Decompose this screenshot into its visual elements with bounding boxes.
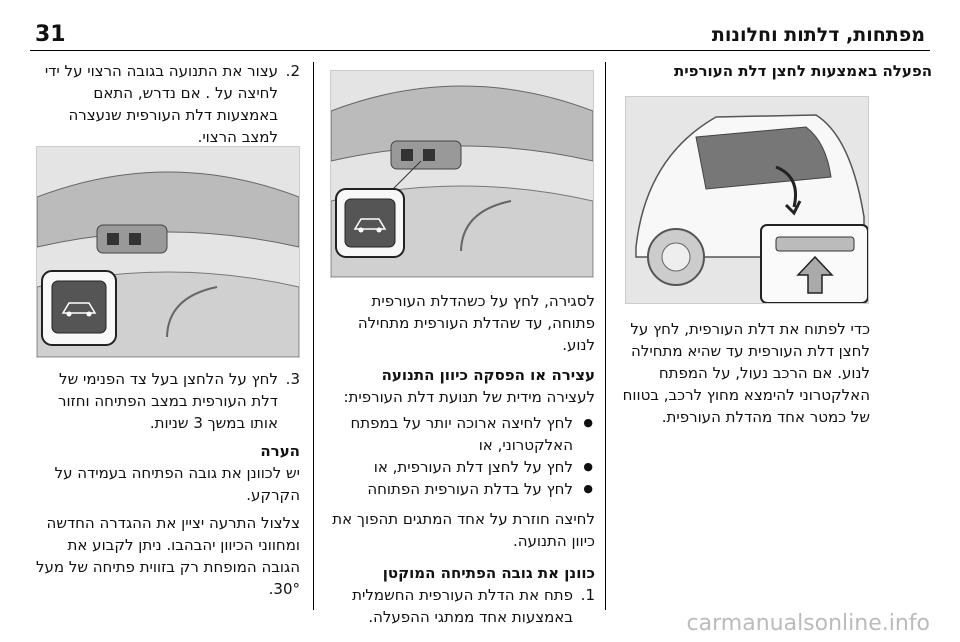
bullet-list [325,412,595,500]
list-item [30,60,300,148]
paragraph: לעצירה מידית של תנועת דלת העורפית: [343,388,595,406]
section-heading: עצירה או הפסקה כיוון התנועה [381,366,595,384]
list-item [30,368,300,434]
paragraph: לסגירה, לחץ על כשהדלת העורפית פתוחה, עד שהדלת העורפית מתחילה לנוע. [357,292,595,354]
paragraph: כדי לפתוח את דלת העורפית, לחץ על לחצן דלת העורפית עד שהיא מתחילה לנוע. אם הרכב נעול, על המפתח האלקטרוני להימצא מחוץ לרכב, בטווח של כמטר אחד מהדלת העורפית. [622,320,870,426]
step-text: לחץ על הלחצן בעל צד הפנימי של דלת העורפית במצב הפתיחה וחזור אותו במשך 3 שניות. [57,370,278,432]
figure-tailgate-inner [330,70,594,278]
page-number: 31 [35,22,66,47]
figure-tailgate-button [36,146,300,358]
column-right [620,60,932,82]
step-text: פתח את הדלת העורפית החשמלית באמצעות אחד ממתגי ההפעלה. [352,586,573,626]
section-heading: הפעלה באמצעות לחצן דלת העורפית [674,62,932,80]
column-left [30,60,300,148]
step-number: 3. [285,370,300,388]
step-list [325,584,595,628]
page-header [30,0,930,48]
column-divider [605,62,606,610]
step-list [30,368,300,434]
column-left-lower [30,368,300,600]
page-title: מפתחות, דלתות וחלונות [711,24,925,46]
step-list [30,60,300,148]
list-item: ● לחץ על בדלת העורפית הפתוחה [325,478,595,500]
list-item: ● לחץ על לחצן דלת העורפית, או [325,456,595,478]
header-rule [30,50,930,51]
note-text: צלצול התרעה יציין את ההגדרה החדשה ומחווני הכיוון יהבהבו. ניתן לקבוע את הגובה המופחת רק בזווית פתיחה של מעל 30°. [35,514,300,598]
list-item [325,584,595,628]
note-heading: הערה [260,442,300,460]
column-middle [325,290,595,628]
step-number: 1. [580,586,595,604]
step-number: 2. [285,62,300,80]
list-item: ● לחץ לחיצה ארוכה יותר על במפתח האלקטרוני, או [325,412,595,456]
section-heading: כוונן את גובה הפתיחה המוקטן [382,564,595,582]
watermark: carmanualsonline.info [686,611,930,636]
paragraph: לחיצה חוזרת על אחד המתגים תהפוך את כיוון התנועה. [332,510,595,550]
column-right-text [620,318,870,428]
step-text: עצור את התנועה בגובה הרצוי על ידי לחיצה על . אם נדרש, התאם באמצעות דלת העורפית שנעצרה למצב הרצוי. [44,62,278,146]
figure-car-rear [625,96,869,304]
column-divider [313,62,314,610]
note-text: יש לכוונן את גובה הפתיחה בעמידה על הקרקע. [54,464,300,504]
